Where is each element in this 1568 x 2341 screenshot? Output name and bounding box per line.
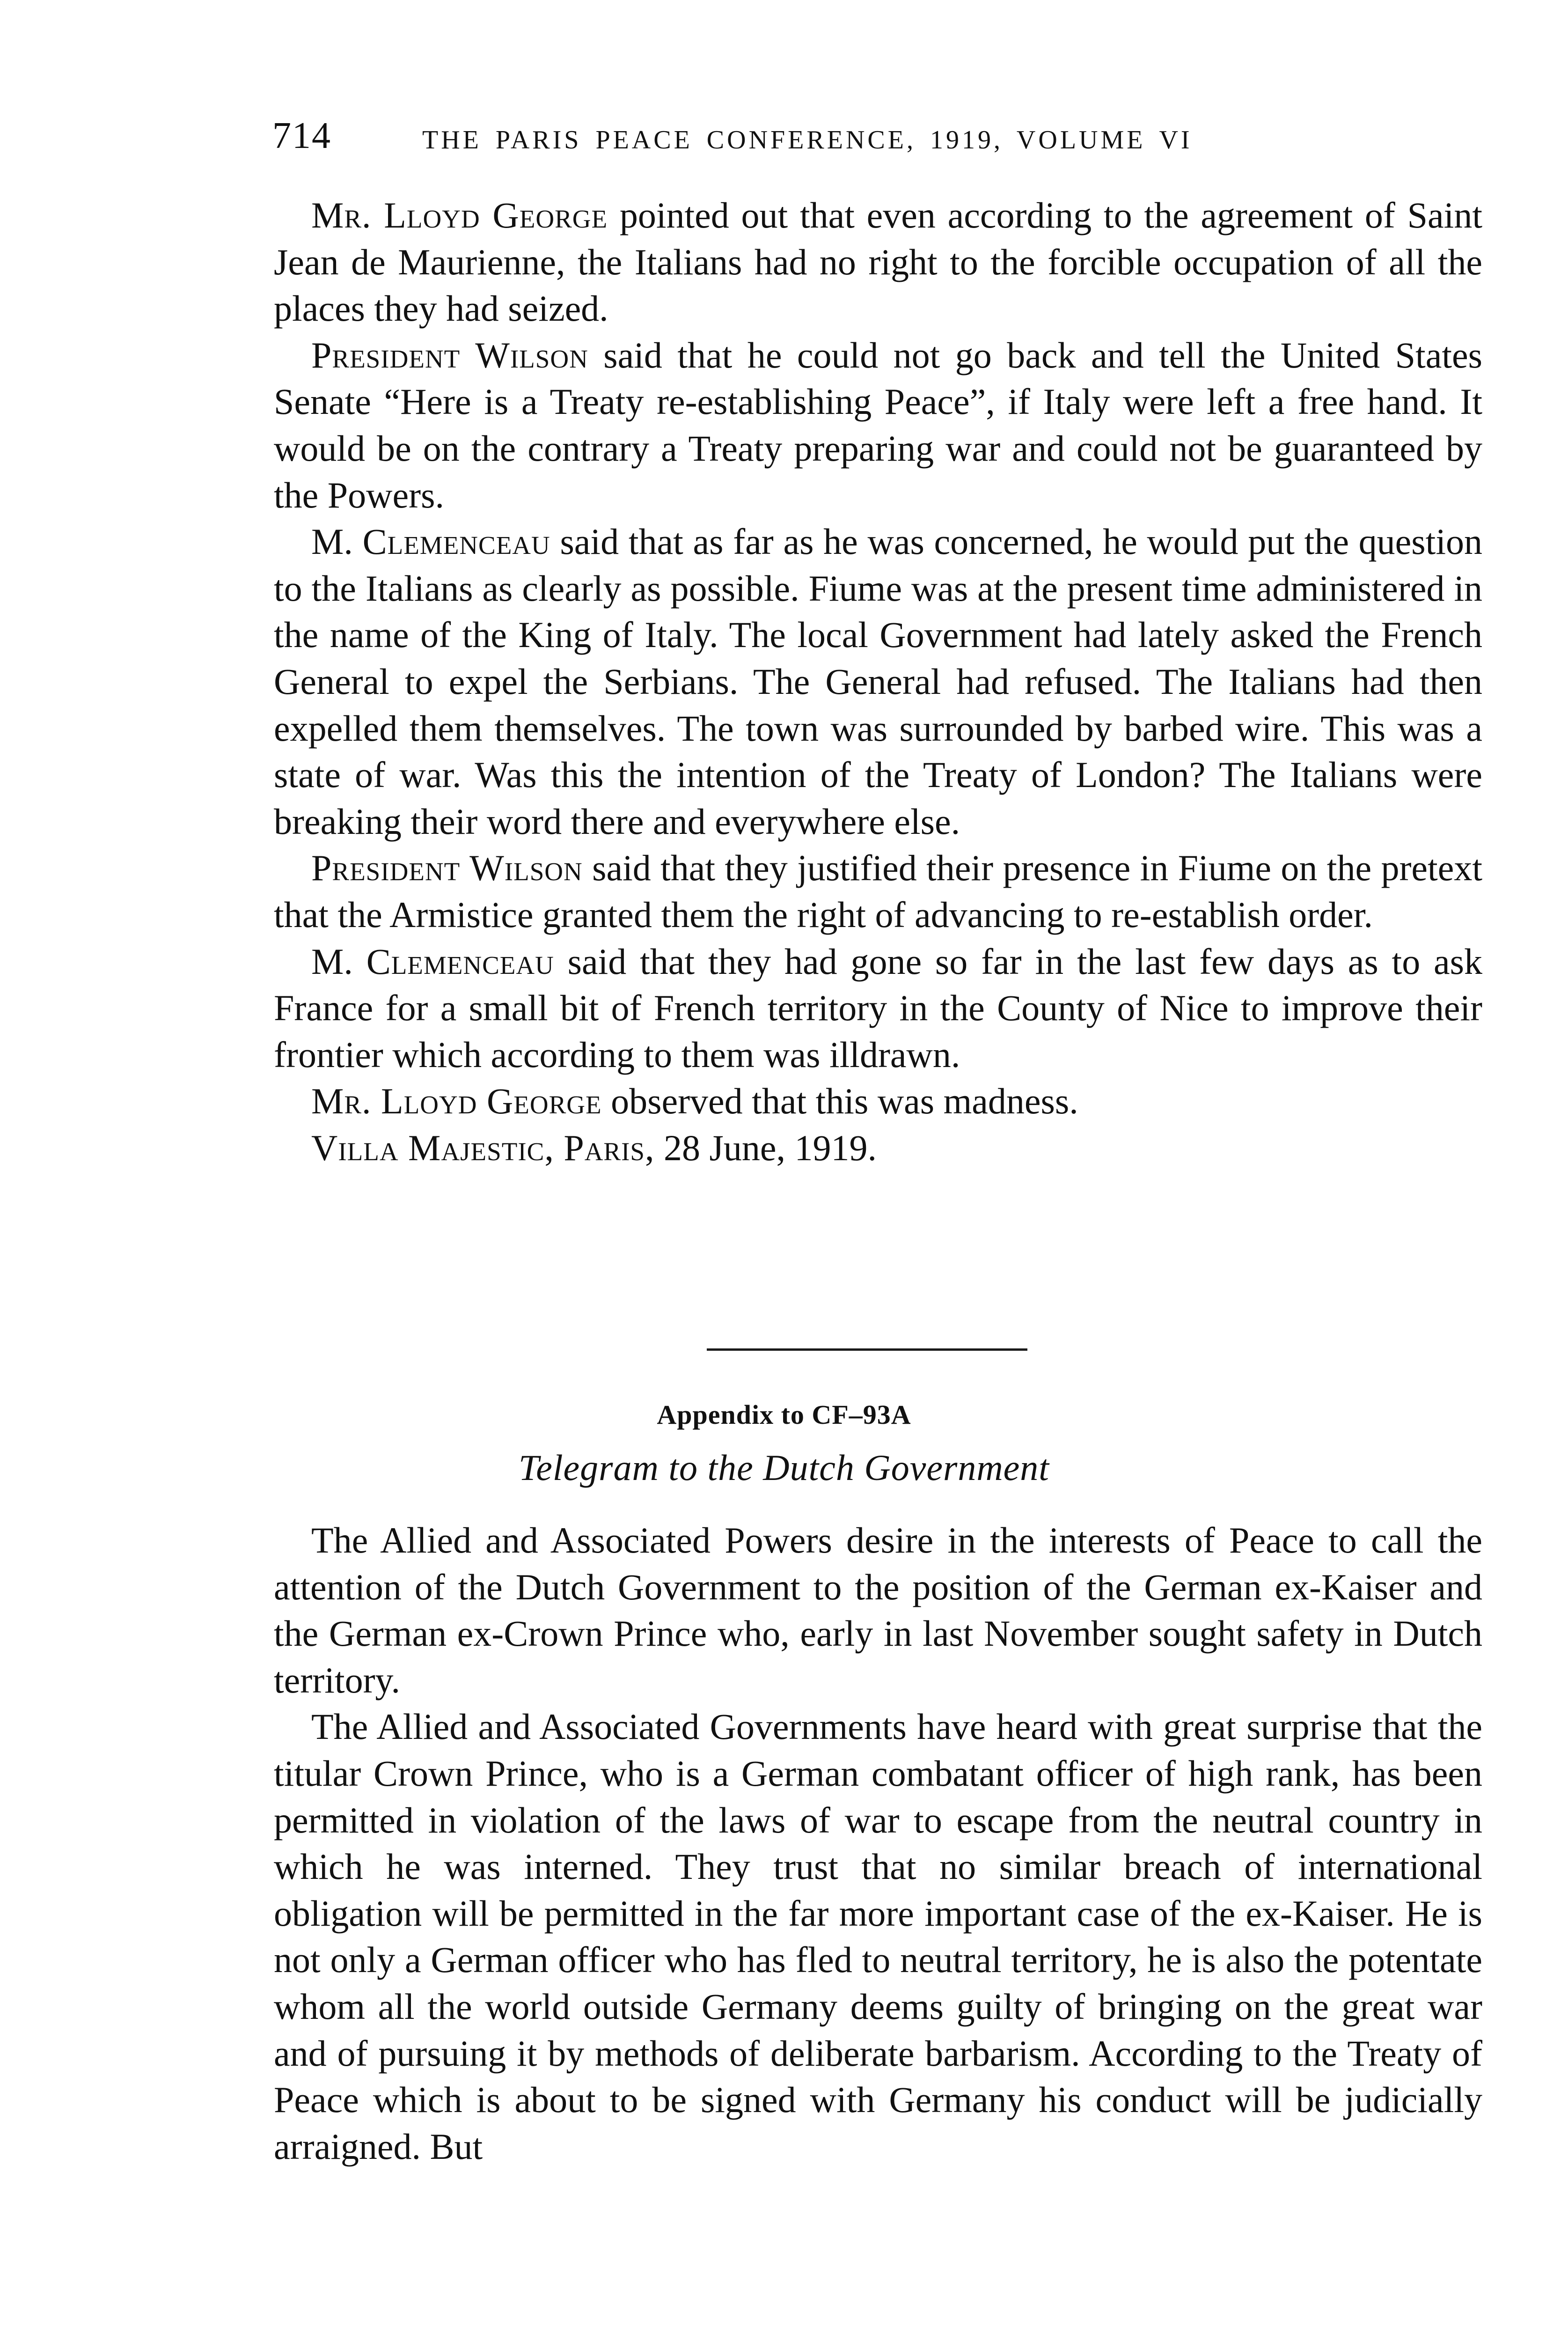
dateline xyxy=(274,1125,1482,1171)
paragraph-text: said that he could not go back and tell the United States Senate “Here is a Treaty re-establishing Peace”, if Italy were left a free hand. It would be on the contrary a Treaty preparing war and could not be guaranteed by the Powers. xyxy=(274,334,1482,515)
paragraph-text: said that they justified their presence in Fiume on the pretext that the Armistice granted them the right of advancing to re-establish order. xyxy=(274,847,1482,935)
appendix-heading: Appendix to CF–93A xyxy=(657,1399,911,1430)
minutes-paragraph xyxy=(274,192,1482,332)
page-header xyxy=(272,115,1349,162)
paragraph-text: said that they had gone so far in the last few days as to ask France for a small bit of French territory in the County of Nice to improve their frontier which according to them was illdrawn. xyxy=(274,941,1483,1075)
minutes-paragraph xyxy=(274,518,1482,845)
speaker-name: Clemenceau xyxy=(366,941,554,982)
speaker-name: President Wilson xyxy=(311,334,588,375)
minutes-body xyxy=(274,192,1482,1171)
minutes-paragraph xyxy=(274,938,1482,1078)
minutes-paragraph xyxy=(274,332,1482,518)
appendix-paragraph: The Allied and Associated Powers desire in the interests of Peace to call the attention of the Dutch Government to the position of the German ex-Kaiser and the German ex-Crown Prince who, early in last November sought safety in Dutch territory. xyxy=(274,1520,1482,1701)
speaker-name: Mr. Lloyd George xyxy=(311,1081,602,1122)
minutes-paragraph xyxy=(274,1078,1482,1125)
section-divider xyxy=(707,1348,1027,1351)
running-head: THE PARIS PEACE CONFERENCE, 1919, VOLUME VI xyxy=(422,125,1193,155)
speaker-prefix: M. xyxy=(311,521,363,562)
appendix-body xyxy=(274,1517,1482,2170)
paragraph-text: said that as far as he was concerned, he would put the question to the Italians as clearly as possible. Fiume was at the present time administered in the name of the King of Italy. The local Government had lately asked the French General to expel the Serbians. The General had refused. The Italians had then expelled them themselves. The town was surrounded by barbed wire. This was a state of war. Was this the intention of the Treaty of London? The Italians were breaking their word there and everywhere else. xyxy=(274,521,1482,842)
speaker-name: President Wilson xyxy=(311,847,583,889)
speaker-name: Mr. Lloyd George xyxy=(311,195,608,236)
telegram-title: Telegram to the Dutch Government xyxy=(519,1447,1049,1488)
dateline-place: Villa Majestic, Paris, xyxy=(311,1127,655,1168)
paragraph-text: pointed out that even according to the agreement of Saint Jean de Maurienne, the Italians had no right to the forcible occupation of all the places they had seized. xyxy=(274,195,1482,329)
speaker-name: Clemenceau xyxy=(362,521,550,562)
dateline-date: 28 June, 1919. xyxy=(654,1127,877,1168)
appendix-paragraph: The Allied and Associated Governments have heard with great surprise that the titular Crown Prince, who is a German combatant officer of high rank, has been permitted in violation of the laws of war to escape from the neutral country in which he was interned. They trust that no similar breach of international obligation will be permitted in the far more important case of the ex-Kaiser. He is not only a German officer who has fled to neutral territory, he is also the potentate whom all the world outside Germany deems guilty of bringing on the great war and of pursuing it by methods of deliberate barbarism. According to the Treaty of Peace which is about to be signed with Germany his conduct will be judicially arraigned. But xyxy=(274,1706,1482,2167)
paragraph-text: observed that this was madness. xyxy=(601,1081,1078,1122)
minutes-paragraph xyxy=(274,845,1482,938)
speaker-prefix: M. xyxy=(311,941,366,982)
page-number: 714 xyxy=(272,115,331,156)
